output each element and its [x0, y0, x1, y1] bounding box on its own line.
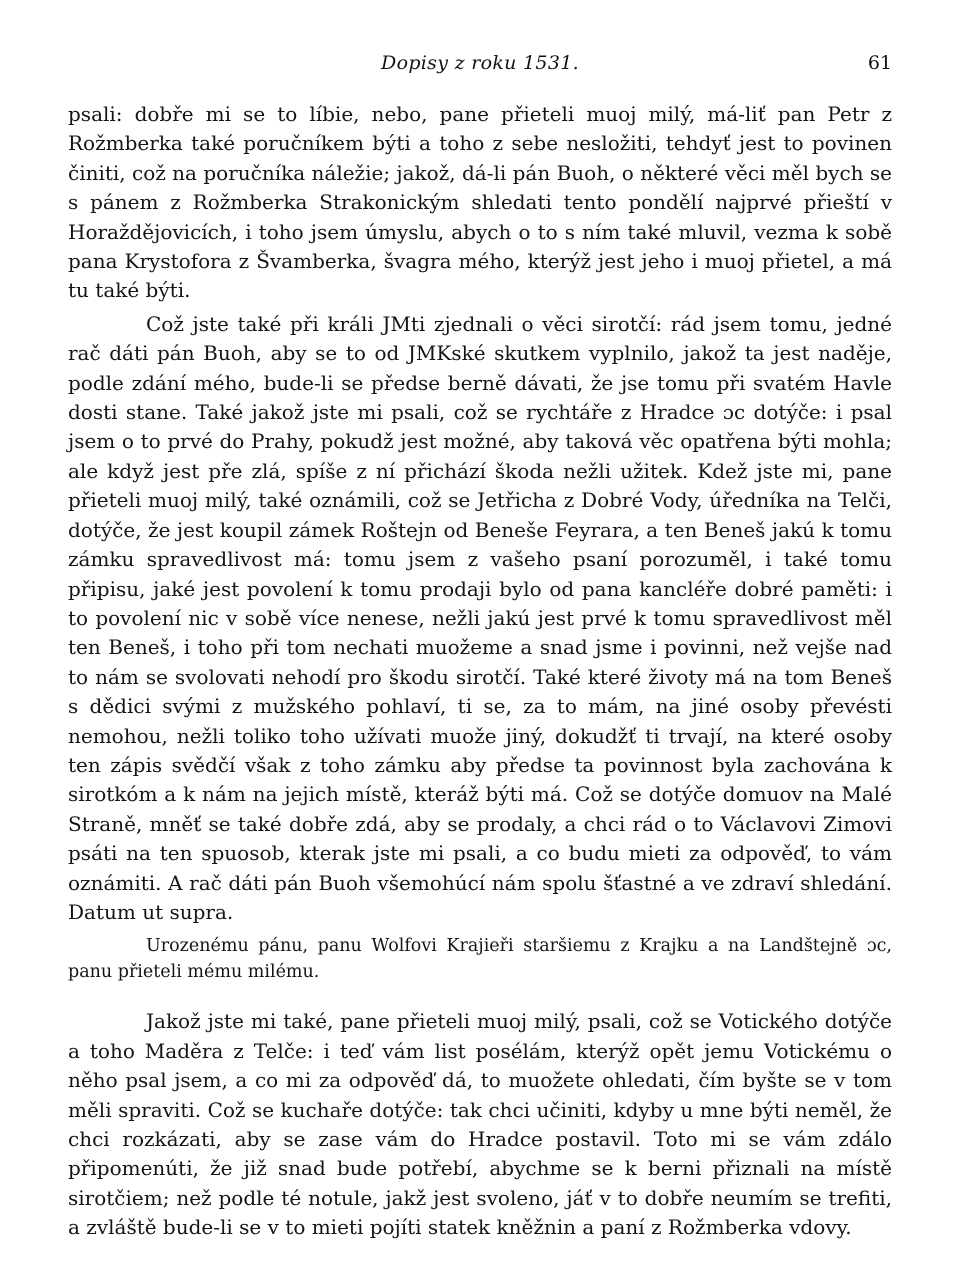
running-title: Dopisy z roku 1531. [381, 52, 579, 74]
paragraph-1: psali: dobře mi se to líbie, nebo, pane přieteli muoj milý, má-liť pan Petr z Rožmberka také poručníkem býti a toho z sebe nesložiti, tehdyť jest to povinen činiti, což na poručníka náležie; jakož, dá-li pán Buoh, o některé věci měl bych se s pánem z Rožmberka Strakonickým shledati tento pondělí najprvé přieští v Horaždějovicích, i toho jsem úmyslu, abych o to s ním také mluvil, vezma k sobě pana Krystofora z Švamberka, švagra mého, kterýž jest jeho i muoj přietel, a má tu také býti. [68, 102, 892, 303]
page-number: 61 [867, 52, 892, 74]
document-page [68, 52, 892, 1243]
postscript-paragraph: Jakož jste mi také, pane přieteli muoj milý, psali, což se Votického dotýče a toho Maděra z Telče: i teď vám list posélám, kterýž opět jemu Votickému o něho psal jsem, a co mi za odpověď dá, to muožete ohledati, čím byšte se v tom měli spraviti. Což se kuchaře dotýče: tak chci učiniti, kdyby u mne býti neměl, že chci rozkázati, aby se zase vám do Hradce postavil. Toto mi se vám zdálo připomenúti, že již snad bude potřebí, abychme se k berni přiznali na místě sirotčiem; než podle té notule, jakž jest svoleno, jáť v to dobře neumím se trefiti, a zvláště bude-li se v to mieti pojíti statek kněžnin a paní z Rožmberka vdovy. [68, 1009, 892, 1240]
running-head [68, 52, 892, 82]
paragraph-2: Což jste také při králi JMti zjednali o věci sirotčí: rád jsem tomu, jedné rač dáti pán Buoh, aby se to od JMKské skutkem vyplnilo, jakož ta jest naděje, podle zdání mého, bude-li se předse berně dávati, že jse tomu při svatém Havle dosti stane. Také jakož jste mi psali, což se rychtáře z Hradce ɔc dotýče: i psal jsem o to prvé do Prahy, pokudž jest možné, aby taková věc opatřena býti mohla; ale když jest pře zlá, spíše z ní přichází škoda nežli užitek. Kdež jste mi, pane přieteli muoj milý, také oznámili, což se Jetřicha z Dobré Vody, úředníka na Telči, dotýče, že jest koupil zámek Roštejn od Beneše Feyrara, a ten Beneš jakú k tomu zámku spravedlivost má: tomu jsem z vašeho psaní porozuměl, i také tomu připisu, jaké jest povolení k tomu prodaji bylo od pana kancléře dobré paměti: i to povolení nic v sobě více nenese, nežli jakú jest prvé k tomu spravedlivost měl ten Beneš, i toho při tom nechati muožeme a snad jsme i povinni, než vejše nad to nám se svolovati nehodí pro škodu sirotčí. Také které životy má na tom Beneš s dědici svými z mužského pohlaví, ti se, za to mám, na jiné osoby převésti nemohou, nežli toliko toho užívati muože jiný, dokudžť ti trvají, na které osoby ten zápis svědčí však z toho zámku aby předse ta povinnost byla zachována k sirotkóm a k nám na jejich místě, kteráž býti má. Což se dotýče domuov na Malé Straně, mněť se také dobře zdá, aby se prodaly, a chci rád o to Václavovi Zimovi psáti na ten spuosob, kterak jste mi psali, a co budu mieti za odpověď, to vám oznámiti. A rač dáti pán Buoh všemohúcí nám spolu šťastné a ve zdraví shledání. Datum ut supra. [68, 311, 892, 924]
letter-address: Urozenému pánu, panu Wolfovi Krajieři staršiemu z Krajku a na Landštejně ɔc, panu přieteli mému milému. [68, 936, 892, 983]
